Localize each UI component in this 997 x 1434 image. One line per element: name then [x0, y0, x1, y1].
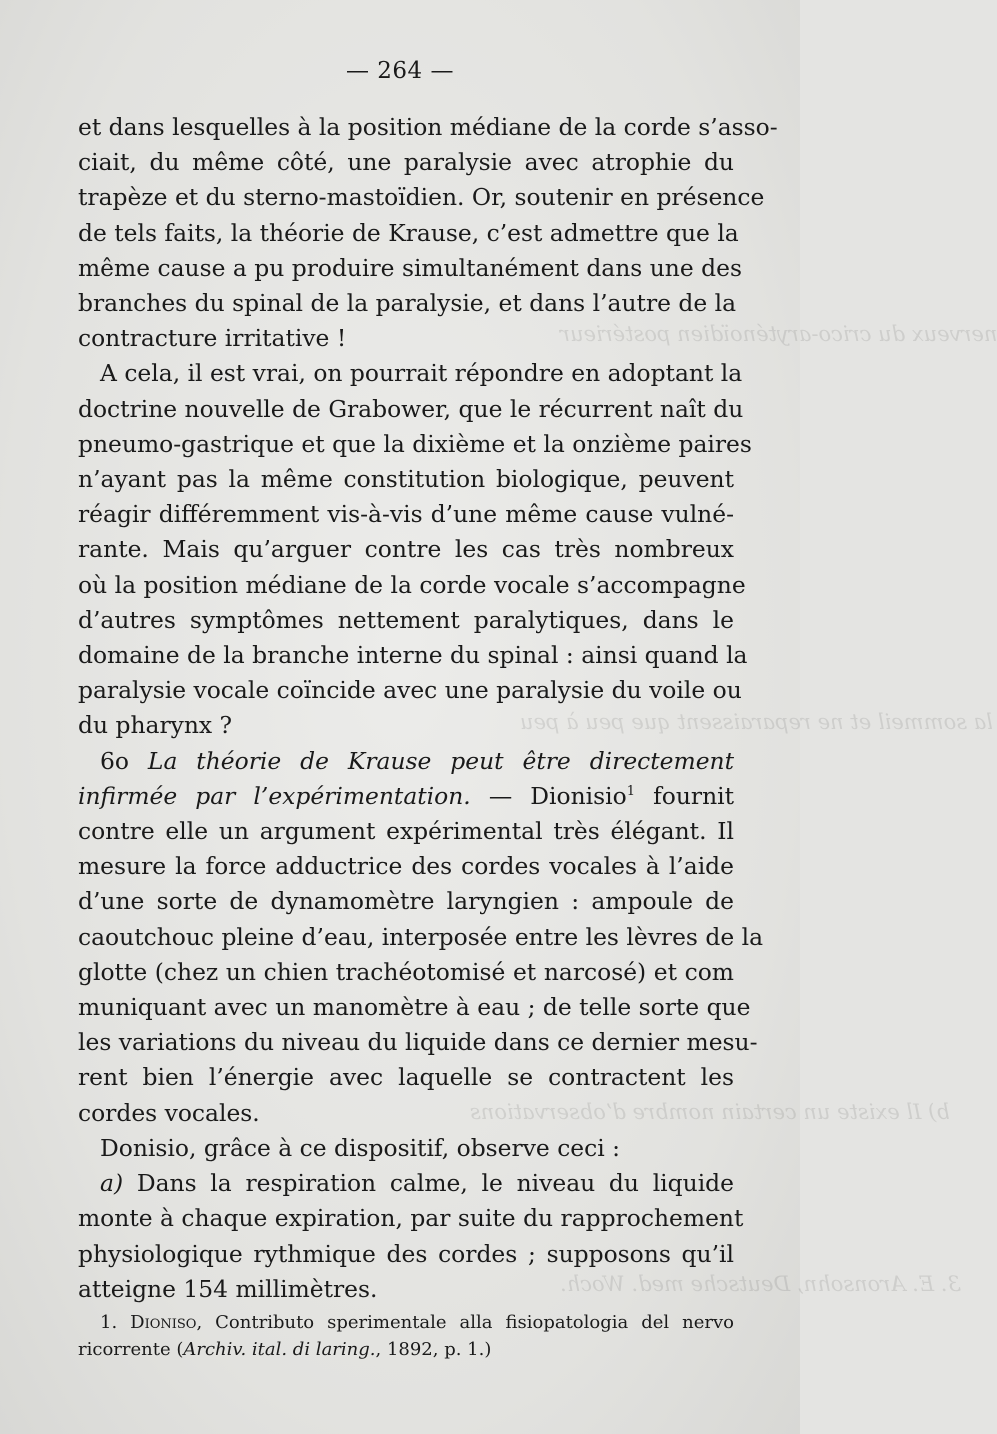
footnote-text: ricorrente ( — [78, 1339, 184, 1360]
bleed-through-text: la sommeil et ne reparaissent que peu à peu — [520, 710, 993, 734]
paragraph — [78, 356, 752, 743]
text-line: même cause a pu produire simultanément dans une des — [78, 253, 742, 282]
text-line: pneumo-gastrique et que la dixième et la onzième paires — [78, 429, 752, 458]
text-line: contracture irritative ! — [78, 324, 347, 353]
text-line: rante. Mais qu’arguer contre les cas très nombreux — [78, 535, 734, 564]
footnote-ref: 1 — [626, 783, 635, 799]
text-line: paralysie vocale coïncide avec une paralysie du voile ou — [78, 676, 742, 705]
footnote — [78, 1309, 734, 1363]
footnote-author: Dioniso, — [130, 1312, 203, 1333]
text-line — [78, 1166, 734, 1201]
text-line: n’ayant pas la même constitution biologique, peuvent — [78, 465, 734, 494]
section-heading: La théorie de Krause peut être directement — [147, 746, 735, 775]
text-line: branches du spinal de la paralysie, et dans l’autre de la — [78, 289, 737, 318]
text-line: ciait, du même côté, une paralysie avec atrophie du — [78, 148, 734, 177]
text-fragment: Dans la respiration calme, le niveau du liquide — [136, 1169, 734, 1198]
list-marker: a) — [100, 1169, 124, 1198]
text-line: caoutchouc pleine d’eau, interposée entre les lèvres de la — [78, 922, 764, 951]
text-line: rent bien l’énergie avec laquelle se contractent les — [78, 1063, 734, 1092]
text-line: atteigne 154 millimètres. — [78, 1274, 378, 1303]
paragraph — [78, 744, 764, 1131]
text-line: de tels faits, la théorie de Krause, c’est admettre que la — [78, 218, 739, 247]
text-line: physiologique rythmique des cordes ; supposons qu’il — [78, 1239, 734, 1268]
text-line: d’autres symptômes nettement paralytiques, dans le — [78, 605, 734, 634]
text-line: trapèze et du sterno-mastoïdien. Or, soutenir en présence — [78, 183, 765, 212]
footnote-journal: Archiv. ital. di laring. — [183, 1339, 376, 1360]
text-line: cordes vocales. — [78, 1098, 260, 1127]
text-line: domaine de la branche interne du spinal : ainsi quand la — [78, 641, 748, 670]
footnote-line — [78, 1336, 734, 1363]
text-line — [78, 744, 734, 779]
text-line: mesure la force adductrice des cordes vocales à l’aide — [78, 852, 734, 881]
text-line: A cela, il est vrai, on pourrait répondre en adoptant la — [100, 359, 743, 388]
text-line: contre elle un argument expérimental très élégant. Il — [78, 817, 734, 846]
paragraph — [78, 1131, 734, 1166]
text-line: les variations du niveau du liquide dans ce dernier mesu- — [78, 1028, 758, 1057]
text-line: doctrine nouvelle de Grabower, que le récurrent naît du — [78, 394, 744, 423]
footnote-title: Contributo sperimentale alla fisiopatologia del nervo — [215, 1312, 734, 1333]
bleed-through-text: b) Il existe un certain nombre d’observations — [470, 1100, 950, 1124]
section-heading: infirmée par l’expérimentation. — [78, 781, 471, 810]
bleed-through-text: 3. E. Aronsohn, Deutsche med. Woch. — [560, 1272, 961, 1296]
text-line: où la position médiane de la corde vocale s’accompagne — [78, 570, 746, 599]
text-line: d’une sorte de dynamomètre laryngien : ampoule de — [78, 887, 734, 916]
paragraph — [78, 110, 778, 356]
text-line: du pharynx ? — [78, 711, 233, 740]
text-line: Donisio, grâce à ce dispositif, observe ceci : — [100, 1133, 621, 1162]
text-line: réagir différemment vis-à-vis d’une même cause vulné- — [78, 500, 734, 529]
text-fragment: fournit — [653, 781, 735, 810]
text-line: glotte (chez un chien trachéotomisé et narcosé) et com — [78, 957, 734, 986]
section-number: 6o — [100, 746, 129, 775]
text-fragment: — Dionisio — [488, 781, 627, 810]
paragraph — [78, 1166, 744, 1307]
page-number: — 264 — — [345, 58, 455, 84]
text-line — [78, 779, 734, 814]
footnote-number: 1. — [100, 1312, 118, 1333]
text-line: muniquant avec un manomètre à eau ; de telle sorte que — [78, 993, 751, 1022]
footnote-line — [78, 1309, 734, 1336]
footnote-text: , 1892, p. 1.) — [375, 1339, 492, 1360]
text-line: et dans lesquelles à la position médiane de la corde s’asso- — [78, 113, 778, 141]
bleed-through-text: nerveux du crico-aryténoïdien postérieur — [560, 322, 997, 346]
text-line: monte à chaque expiration, par suite du rapprochement — [78, 1204, 744, 1233]
